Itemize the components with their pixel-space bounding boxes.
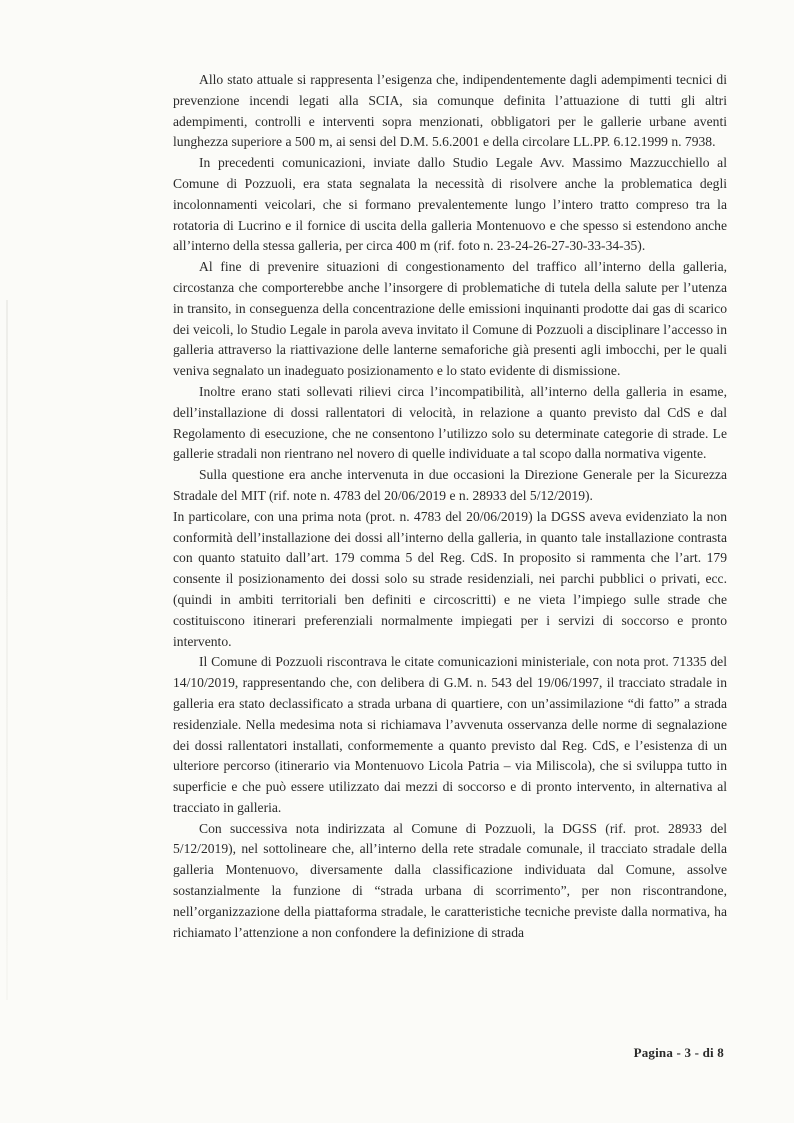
paragraph-5: Sulla questione era anche intervenuta in due occasioni la Direzione Generale per la Sicurezza Stradale del MIT (rif. note n. 4783 del 20/06/2019 e n. 28933 del 5/12/2019). xyxy=(173,467,727,503)
paragraph-7: Il Comune di Pozzuoli riscontrava le citate comunicazioni ministeriale, con nota prot. 71335 del 14/10/2019, rappresentando che, con delibera di G.M. n. 543 del 19/06/1997, il tracciato stradale in galleria era stato declassificato a strada urbana di quartiere, con un’assimilazione “di fatto” a strada residenziale. Nella medesima nota si richiamava l’avvenuta osservanza delle norme di segnalazione dei dossi rallentatori installati, conformemente a quanto previsto dal Reg. CdS, e l’esistenza di un ulteriore percorso (itinerario via Montenuovo Licola Patria – via Miliscola), che si sviluppa tutto in superficie e che può essere utilizzato dai mezzi di soccorso e di pronto intervento, in alternativa al tracciato in galleria. xyxy=(173,654,727,815)
paragraph-1: Allo stato attuale si rappresenta l’esigenza che, indipendentemente dagli adempimenti tecnici di prevenzione incendi legati alla SCIA, sia comunque definita l’attuazione di tutti gli altri adempimenti, controlli e interventi sopra menzionati, obbligatori per le gallerie urbane aventi lunghezza superiore a 500 m, ai sensi del D.M. 5.6.2001 e della circolare LL.PP. 6.12.1999 n. 7938. xyxy=(173,72,727,150)
paragraph-6: In particolare, con una prima nota (prot. n. 4783 del 20/06/2019) la DGSS aveva evidenziato la non conformità dell’installazione dei dossi all’interno della galleria, in quanto tale installazione contrasta con quanto statuito dall’art. 179 comma 5 del Reg. CdS. In proposito si rammenta che l’art. 179 consente il posizionamento dei dossi solo su strade residenziali, nei parchi pubblici o privati, ecc. (quindi in ambiti territoriali ben definiti e circoscritti) e ne vieta l’impiego sulle strade che costituiscono itinerari preferenziali normalmente impiegati per i servizi di soccorso e pronto intervento. xyxy=(173,508,727,649)
document-body xyxy=(173,70,727,943)
paragraph-3: Al fine di prevenire situazioni di congestionamento del traffico all’interno della galleria, circostanza che comporterebbe anche l’insorgere di problematiche di tutela della salute per l’utenza in transito, in conseguenza della concentrazione delle emissioni inquinanti prodotte dai gas di scarico dei veicoli, lo Studio Legale in parola aveva invitato il Comune di Pozzuoli a disciplinare l’accesso in galleria attraverso la riattivazione delle lanterne semaforiche già presenti agli imbocchi, per le quali veniva segnalato un inadeguato posizionamento e lo stato evidente di dismissione. xyxy=(173,259,727,379)
paragraph-2: In precedenti comunicazioni, inviate dallo Studio Legale Avv. Massimo Mazzucchiello al Comune di Pozzuoli, era stata segnalata la necessità di risolvere anche la problematica degli incolonnamenti veicolari, che si formano prevalentemente lungo l’intero tratto compreso tra la rotatoria di Lucrino e il fornice di uscita della galleria Montenuovo e che spesso si estendono anche all’interno della stessa galleria, per circa 400 m (rif. foto n. 23-24-26-27-30-33-34-35). xyxy=(173,155,727,254)
paragraph-4: Inoltre erano stati sollevati rilievi circa l’incompatibilità, all’interno della galleria in esame, dell’installazione di dossi rallentatori di velocità, in relazione a quanto previsto dal CdS e dal Regolamento di esecuzione, che ne consentono l’utilizzo solo su determinate categorie di strade. Le gallerie stradali non rientrano nel novero di quelle individuate a tal scopo dalla normativa vigente. xyxy=(173,383,727,462)
paragraph-8: Con successiva nota indirizzata al Comune di Pozzuoli, la DGSS (rif. prot. 28933 del 5/12/2019), nel sottolineare che, all’interno della rete stradale comunale, il tracciato stradale della galleria Montenuovo, diversamente dalla classificazione individuata dal Comune, assolve sostanzialmente la funzione di “strada urbana di scorrimento”, per non riscontrandone, nell’organizzazione della piattaforma stradale, le caratteristiche tecniche previste dalla normativa, ha richiamato l’attenzione a non confondere la definizione di strada xyxy=(173,820,727,940)
scan-margin-shadow xyxy=(6,300,8,1000)
page-number: Pagina - 3 - di 8 xyxy=(633,1045,724,1060)
